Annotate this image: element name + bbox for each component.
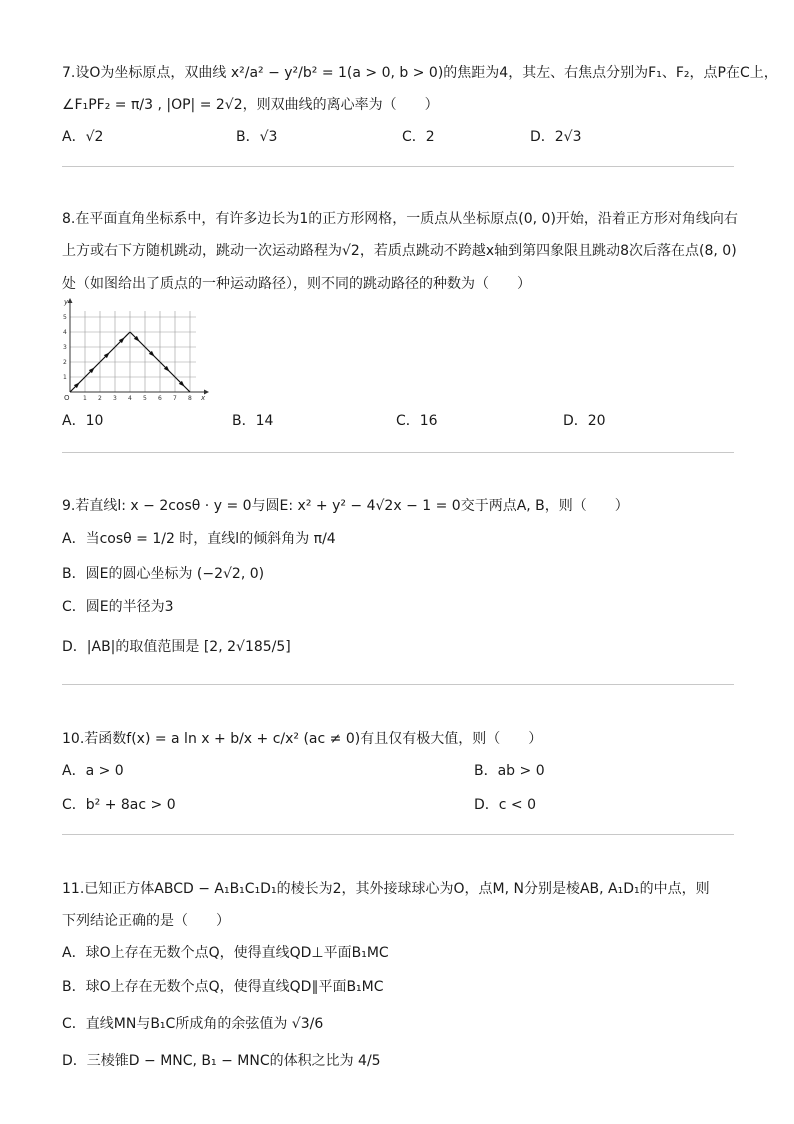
- q9-stem: 9.若直线l: x − 2cosθ · y = 0与圆E: x² + y² − 4√2x − 1 = 0交于两点A, B，则（ ）: [62, 498, 629, 514]
- q9-option-d[interactable]: D．|AB|的取值范围是 [2, 2√185/5]: [62, 639, 291, 655]
- q8-option-b[interactable]: B．14: [232, 413, 274, 429]
- q9-option-b[interactable]: B．圆E的圆心坐标为 (−2√2, 0): [62, 566, 265, 582]
- q9-option-a[interactable]: A．当cosθ = 1/2 时，直线l的倾斜角为 π/4: [62, 531, 336, 547]
- figure-y-axis-label: y: [64, 298, 69, 306]
- q7-option-d[interactable]: D．2√3: [530, 129, 582, 145]
- q10-option-d[interactable]: D．c < 0: [474, 797, 537, 813]
- q10-stem: 10.若函数f(x) = a ln x + b/x + c/x² (ac ≠ 0)有且仅有极大值，则（ ）: [62, 731, 543, 747]
- q7-option-b[interactable]: B．√3: [236, 129, 278, 145]
- q11-option-a[interactable]: A．球O上存在无数个点Q，使得直线QD⊥平面B₁MC: [62, 945, 389, 961]
- divider: [62, 166, 734, 167]
- q11-option-b[interactable]: B．球O上存在无数个点Q，使得直线QD∥平面B₁MC: [62, 979, 384, 995]
- q10-option-c[interactable]: C．b² + 8ac > 0: [62, 797, 176, 813]
- q8-option-d[interactable]: D．20: [563, 413, 606, 429]
- x-tick-label: 7: [173, 395, 177, 402]
- x-tick-label: 1: [83, 395, 87, 402]
- q11-stem-line2: 下列结论正确的是（ ）: [62, 913, 230, 929]
- q8-option-a[interactable]: A．10: [62, 413, 104, 429]
- q8-stem-line1: 8.在平面直角坐标系中，有许多边长为1的正方形网格，一质点从坐标原点(0, 0)开始，沿着正方形对角线向右: [62, 211, 738, 227]
- q8-option-c[interactable]: C．16: [396, 413, 438, 429]
- figure-x-axis-label: x: [201, 394, 206, 402]
- figure-x-ticks: [83, 395, 192, 402]
- divider: [62, 834, 734, 835]
- q7-option-a[interactable]: A．√2: [62, 129, 104, 145]
- y-tick-label: 5: [63, 314, 67, 321]
- figure-axes: [68, 298, 210, 395]
- q7-stem-line2: ∠F₁PF₂ = π/3 , |OP| = 2√2，则双曲线的离心率为（ ）: [62, 97, 439, 113]
- figure-y-ticks: [63, 314, 67, 381]
- q8-path-figure: [60, 296, 210, 404]
- x-tick-label: 5: [143, 395, 147, 402]
- q8-stem-line2: 上方或右下方随机跳动，跳动一次运动路程为√2，若质点跳动不跨越x轴到第四象限且跳动8次后落在点(8, 0): [62, 243, 737, 259]
- x-tick-label: 4: [128, 395, 132, 402]
- divider: [62, 684, 734, 685]
- q11-option-d[interactable]: D．三棱锥D − MNC, B₁ − MNC的体积之比为 4/5: [62, 1053, 381, 1069]
- figure-origin-label: O: [64, 394, 70, 402]
- x-tick-label: 3: [113, 395, 117, 402]
- y-tick-label: 2: [63, 359, 67, 366]
- q10-option-b[interactable]: B．ab > 0: [474, 763, 545, 779]
- q9-option-c[interactable]: C．圆E的半径为3: [62, 599, 174, 615]
- y-tick-label: 3: [63, 344, 67, 351]
- q11-stem-line1: 11.已知正方体ABCD − A₁B₁C₁D₁的棱长为2，其外接球球心为O，点M, N分别是棱AB, A₁D₁的中点，则: [62, 881, 710, 897]
- y-tick-label: 4: [63, 329, 67, 336]
- q8-stem-line3: 处（如图给出了质点的一种运动路径），则不同的跳动路径的种数为（ ）: [62, 276, 531, 292]
- y-tick-label: 1: [63, 374, 67, 381]
- divider: [62, 452, 734, 453]
- q7-stem-line1: 7.设O为坐标原点，双曲线 x²/a² − y²/b² = 1(a > 0, b > 0)的焦距为4，其左、右焦点分别为F₁、F₂，点P在C上，: [62, 65, 778, 81]
- q11-option-c[interactable]: C．直线MN与B₁C所成角的余弦值为 √3/6: [62, 1016, 324, 1032]
- x-tick-label: 8: [188, 395, 192, 402]
- x-tick-label: 2: [98, 395, 102, 402]
- q7-option-c[interactable]: C．2: [402, 129, 435, 145]
- q10-option-a[interactable]: A．a > 0: [62, 763, 124, 779]
- x-tick-label: 6: [158, 395, 162, 402]
